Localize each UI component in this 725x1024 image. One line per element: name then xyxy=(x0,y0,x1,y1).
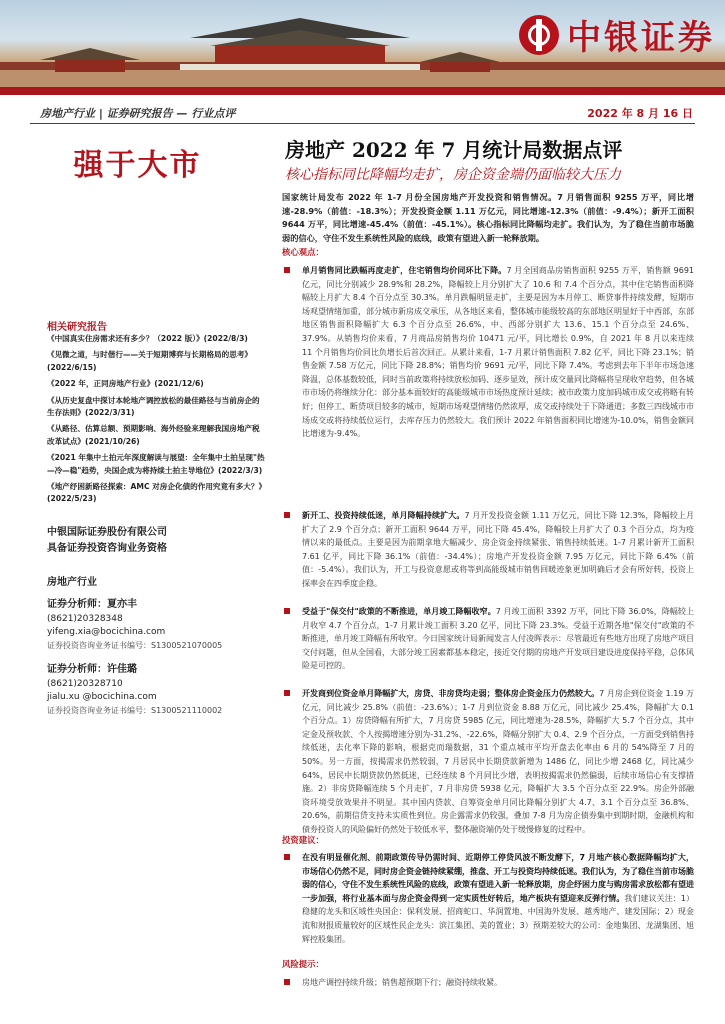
report-summary: 国家统计局发布 2022 年 1-7 月份全国房地产开发投资和销售情况。7 月销售面积 9255 万平，同比增速-28.9%（前值：-18.3%）；开发投资金额 1.11 万亿元，同比增速-12.3%（前值：-9.4%）；新开工面积 9644 万平，同比增速-45.4%（前值：-45.1%）。核心指标同比降幅均走扩。我们认为，为了稳住当前市场脆弱的信心，守住不发生系统性风险的底线，政策有望进入新一轮释放期。 xyxy=(282,192,694,244)
bullet-sales xyxy=(282,264,694,441)
bullet-lead: 新开工、投资持续低迷，单月降幅持续扩大。 xyxy=(302,511,465,520)
bullet-square-icon xyxy=(284,267,290,273)
bullet-recommendation xyxy=(282,851,694,946)
analyst-title: 证券分析师：许佳璐 xyxy=(47,664,137,675)
analyst-email[interactable]: yifeng.xia@bocichina.com xyxy=(47,627,166,637)
bullet-lead: 在没有明显催化剂、前期政策传导仍需时间、近期停工停贷风波不断发酵下，7 月地产核心数据降幅均扩大，市场信心仍然不足，同时房企资金链持续紧绷，推盘、开工与投资均持续低迷。我们认为，为了稳住当前市场脆弱的信心，守住不发生系统性风险的底线，政策有望进入新一轮释放期，房企纾困力度与购房需求放松都有望进一步加强，将行业基本面与房企资金得到一定实质性好转后，地产板块有望迎来反弹行情。 xyxy=(302,853,694,903)
related-reports-list xyxy=(47,333,265,510)
list-item[interactable]: 《从历史复盘中探讨本轮地产调控放松的最佳路径与当前房企的生存法则》(2022/3/31) xyxy=(47,395,260,418)
firm-info xyxy=(47,525,167,557)
brand-name: 中银证券 xyxy=(567,18,715,58)
bullet-square-icon xyxy=(284,512,290,518)
section-invest-heading: 投资建议： xyxy=(282,835,324,845)
section-risk-heading: 风险提示： xyxy=(282,959,324,969)
bullet-risk xyxy=(282,976,694,990)
analyst-card xyxy=(47,598,267,652)
report-date: 2022 年 8 月 16 日 xyxy=(587,107,693,120)
section-core-heading: 核心观点： xyxy=(282,247,324,257)
bullet-square-icon xyxy=(284,854,290,860)
analyst-phone: (8621)20328710 xyxy=(47,679,123,689)
bullet-completion xyxy=(282,605,694,673)
bullet-funding xyxy=(282,687,694,837)
rating-label: 强于大市 xyxy=(73,148,202,183)
bullet-body: 房地产调控持续升级；销售超预期下行；融资持续收紧。 xyxy=(302,978,502,987)
bullet-body: 7 月竣工面积 3392 万平，同比下降 36.0%，降幅较上月收窄 4.7 个百分点，1-7 月累计竣工面积 3.20 亿平，同比下降 23.3%。受益于近期各地"保交付"政策的不断推进，单月竣工降幅有所收窄。今日国家统计局新闻发言人付凌晖表示：尽管最近有些地方出现了房地产项目交付问题，但从全国看，大部分竣工因素都基本稳定，接近交付期的房地产开发项目建设进度保持平稳，总体风险是可控的。 xyxy=(302,607,694,671)
bullet-body: 7 月房企到位资金 1.19 万亿元，同比减少 25.8%（前值：-23.6%）；1-7 月到位资金 8.88 万亿元，同比减少 25.4%，降幅扩大 0.1 个百分点。1）房贷降幅有所扩大，7 月房贷 5985 亿元，同比增速为-28.5%，降幅扩大 5.7 个百分点，其中定金及预收款、个人按揭增速分别为-31.2%、-22.6%，降幅分别扩大 0.4、2.9 个百分点，一方面受到销售持续低迷，去化率下降的影响，根据克而瑞数据，31 个重点城市平均开盘去化率由 6 月的 54%降至 7 月的 50%。另一方面，按揭需求仍然较弱，7 月居民中长期贷款新增为 1486 亿，同比少增 2468 亿，同比减少 64%，居民中长期贷款仍然低迷，已经连续 8 个月同比少增，表明按揭需求仍然偏弱，后续市场信心有支撑措施。2）非房贷降幅连续 5 个月走扩，7 月非房贷 5938 亿元，降幅扩大 3.5 个百分点至 22.9%。房企外部融资环境受放效果并不明显。其中国内贷款、自筹资金单月同比降幅分别扩大 4.7、3.1 个百分点至 36.8%、20.6%，前期信贷支持未实质性到位。房企露需求仍较强，叠加 7-8 月为房企债券集中到期时期，金融机构和债券投资人的风险偏好仍然处于较低水平，整体融资端仍处于缓慢修复的过程中。 xyxy=(302,689,694,834)
bullet-lead: 单月销售同比跌幅再度走扩，住宅销售均价同环比下降。 xyxy=(302,266,507,275)
list-item[interactable]: 《从路径、估算总额、预期影响、海外经验来理解我国房地产税改革试点》(2021/10/26) xyxy=(47,424,260,446)
breadcrumb: 房地产行业 | 证券研究报告 — 行业点评 xyxy=(40,107,236,120)
header-banner xyxy=(0,0,725,87)
list-item[interactable]: 《见微之道，与时偕行——关于短期博弈与长期格局的思考》(2022/6/15) xyxy=(47,350,253,372)
list-item[interactable]: 《地产纾困新路径探索：AMC 对房企化债的作用究竟有多大？》(2022/5/23) xyxy=(47,482,263,504)
analyst-license: 证券投资咨询业务证书编号：S1300521070005 xyxy=(47,641,223,650)
analyst-license: 证券投资咨询业务证书编号：S1300521110002 xyxy=(47,706,223,715)
bullet-body: 我们建议关注：1）稳健的龙头和区域性央国企：保利发展、招商蛇口、华润置地、中国海外发展、越秀地产、建发国际；2）现金流和财报质量较好的区域性民企龙头：滨江集团、美的置业；3）预期差较大的公司：金地集团、龙湖集团、旭辉控股集团。 xyxy=(302,893,694,944)
bullet-square-icon xyxy=(284,608,290,614)
bullet-square-icon xyxy=(284,690,290,696)
report-subtitle: 核心指标同比降幅均走扩，房企资金端仍面临较大压力 xyxy=(285,167,621,183)
header-divider xyxy=(0,87,725,95)
firm-name: 中银国际证券股份有限公司 xyxy=(47,527,167,538)
boc-logo-icon xyxy=(519,15,559,55)
brand-logo xyxy=(519,10,715,59)
bullet-investment xyxy=(282,509,694,591)
list-item[interactable]: 《2022 年，正同房地产行业》(2021/12/6) xyxy=(47,379,204,389)
analyst-title: 证券分析师：夏亦丰 xyxy=(47,599,137,610)
firm-qualification: 具备证券投资咨询业务资格 xyxy=(47,543,167,554)
bullet-body: 7 月全国商品房销售面积 9255 万平，销售额 9691 亿元，同比分别减少 28.9%和 28.2%，降幅较上月分别扩大了 10.6 和 7.4 个百分点，其中住宅销售面积降幅较上月扩大 8.4 个百分点至 30.3%。单月跌幅明显走扩，主要是因为本月停工、断贷事件持续发酵，短期市场观望情绪加重，部分城市新房成交承压，从各地区来看，整体城市能级较高的东部地区明显好于中西部，东部地区销售面积降幅扩大 6.3 个百分点至 26.6%，中、西部分别扩大 13.6、15.1 个百分点至 24.6%、37.9%。从销售均价来看，7 月商品房销售均价 10471 元/平，同比增长 0.9%，自 2021 年 8 月以来连续 11 个月销售均价同比负增长后首次回正。从累计来看，1-7 月累计销售面积 7.82 亿平，同比下降 23.1%；销售金额 7.58 万亿元，同比下降 28.8%；销售均价 9691 元/平，同比下降 7.4%。考虑到去年下半年市场急速降温，总体基数较低，同时当前政策将持续放松加码、逐步显效，预计成交量同比降幅将呈现收窄趋势，但各城市市场仍将继续分化：部分基本面较好的高能级城市市场热度预计延续；被市政策力度加码城市成交或将略有转好；但停工、断贷项目较多的城市，短期市场观望情绪仍然浓厚，成交或持续处于下降通道；多数三四线城市市场成交或将持续低位运行，去库存压力仍然较大。我们预计 2022 年销售面积同比增速为-10.0%，销售金额同比增速为-9.4%。 xyxy=(302,266,694,439)
bullet-square-icon xyxy=(284,979,290,985)
related-reports-title: 相关研究报告 xyxy=(47,322,107,333)
analyst-phone: (8621)20328348 xyxy=(47,614,123,624)
bullet-body: 7 月开发投资金额 1.11 万亿元，同比下降 12.3%，降幅较上月扩大了 2.9 个百分点；新开工面积 9644 万平，同比下降 45.4%，降幅较上月扩大了 0.3 个百分点，均为疫情以来的最低点。主要是因为前期拿地大幅减少、房企资金持续紧张、销售持续低迷。1-7 月累计新开工面积 7.61 亿平，同比下降 36.1%（前值：-34.4%）；房地产开发投资金额 7.95 万亿元，同比下降 6.4%（前值：-5.4%）。我们认为，开工与投资意愿或将等到高能级城市销售回暖迹象更加明确后才会有所好转，投资上探率会在四季度企稳。 xyxy=(302,511,694,588)
breadcrumb-bar xyxy=(30,101,695,124)
industry-category: 房地产行业 xyxy=(47,577,97,588)
bullet-lead: 开发商到位资金单月降幅扩大，房贷、非房贷均走弱；整体房企资金压力仍然较大。 xyxy=(302,689,600,698)
list-item[interactable]: 《2021 年集中土拍元年深度解读与展望：全年集中土拍呈现"热—冷—稳"趋势，央国企成为将持续土拍主导地位》(2022/3/3) xyxy=(47,453,265,475)
analyst-email[interactable]: jialu.xu @bocichina.com xyxy=(47,692,157,702)
report-title: 房地产 2022 年 7 月统计局数据点评 xyxy=(285,138,623,162)
list-item[interactable]: 《中国真实住房需求还有多少？（2022 版）》(2022/8/3) xyxy=(47,334,248,343)
bullet-lead: 受益于"保交付"政策的不断推进，单月竣工降幅收窄。 xyxy=(302,607,496,616)
analyst-card xyxy=(47,663,267,717)
